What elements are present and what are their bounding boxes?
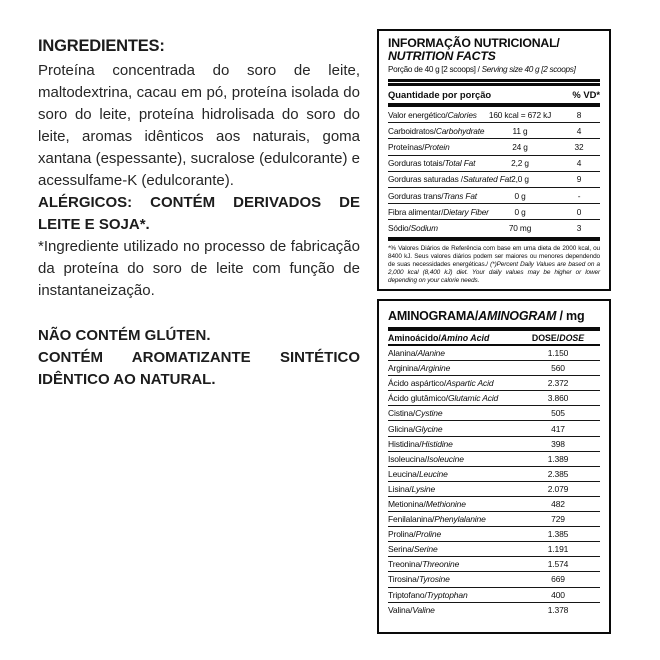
- aminogram-row: [388, 588, 600, 603]
- nutrient-name-pt: Fibra alimentar/: [388, 206, 444, 217]
- aminogram-row: [388, 452, 600, 467]
- nutrition-title-en: NUTRITION FACTS: [388, 48, 496, 63]
- nutrient-amount: 2,0 g: [511, 174, 529, 185]
- amino-acid-dose: 398: [551, 438, 565, 449]
- amino-acid-name: [388, 499, 516, 509]
- nutrient-name: [388, 142, 482, 152]
- amino-acid-name: [388, 590, 516, 600]
- aminogram-row: [388, 497, 600, 512]
- thick-rule: [388, 237, 600, 241]
- amino-acid-dose: 2.079: [547, 483, 569, 494]
- amino-acid-name-pt: Tirosina/: [388, 574, 419, 585]
- amino-acid-name: [388, 574, 516, 584]
- amino-acid-dose: 1.150: [547, 348, 569, 359]
- nutrient-name-pt: Sódio/: [388, 223, 411, 234]
- nutrient-amount: 2,2 g: [511, 158, 529, 169]
- amino-acid-name-pt: Ácido aspártico/: [388, 378, 447, 389]
- aminogram-title-pt: AMINOGRAMA/: [388, 309, 479, 323]
- aminogram-row: [388, 603, 600, 618]
- aminogram-row: [388, 376, 600, 391]
- amino-acid-name-en: Aspartic Acid: [446, 378, 494, 389]
- nutrient-name-pt: Proteínas/: [388, 141, 425, 152]
- amino-acid-name: [388, 393, 516, 403]
- dose-header-pt: DOSE/: [531, 332, 560, 343]
- daily-value-header: % VD*: [572, 89, 600, 100]
- amino-acid-name: [388, 454, 516, 464]
- aminogram-row: [388, 467, 600, 482]
- amino-acid-name-pt: Ácido glutâmico/: [388, 393, 448, 404]
- amino-acid-name-pt: Arginina/: [388, 363, 421, 374]
- amino-acid-name: [388, 605, 516, 615]
- gluten-statement: NÃO CONTÉM GLÚTEN.: [38, 327, 211, 344]
- ingredients-text: Proteína concentrada do soro de leite, maltodextrina, cacau em pó, proteína isolada do soro do leite, proteína hidrolisada do soro do leite, aromas idênticos aos naturais, goma xantana (espessante), sucralose (edulcorante) e acessulfame-K (edulcorante).: [38, 62, 360, 189]
- amino-acid-header-pt: Aminoácido/: [388, 332, 441, 343]
- amino-acid-name-en: Lysine: [411, 483, 436, 494]
- amino-acid-dose: 2.372: [547, 378, 569, 389]
- nutrient-name: [388, 158, 482, 168]
- amino-acid-name-pt: Triptofano/: [388, 589, 427, 600]
- amino-acid-name-en: Histidine: [421, 438, 453, 449]
- synthetic-flavor-statement: CONTÉM AROMATIZANTE SINTÉTICO IDÊNTICO AO NATURAL.: [38, 349, 360, 388]
- nutrient-name-pt: Carboidratos/: [388, 125, 436, 136]
- amino-acid-name-pt: Prolina/: [388, 529, 416, 540]
- amino-acid-name-pt: Lisina/: [388, 483, 412, 494]
- nutrient-name: [388, 191, 482, 201]
- nutrition-column-header: [388, 86, 600, 103]
- amino-acid-name-en: Valine: [412, 605, 435, 616]
- nutrient-daily-value: 9: [576, 174, 582, 185]
- aminogram-panel: [377, 299, 611, 634]
- aminogram-row: [388, 361, 600, 376]
- amino-acid-name: [388, 378, 516, 388]
- nutrition-row: [388, 172, 600, 188]
- nutrient-amount: 24 g: [512, 141, 528, 152]
- nutrient-amount: 70 mg: [508, 223, 532, 234]
- nutrient-name-pt: Valor energético/: [388, 109, 448, 120]
- amino-acid-dose: 560: [551, 363, 565, 374]
- nutrient-name: [388, 223, 482, 233]
- amino-acid-name-en: Cystine: [415, 408, 443, 419]
- amino-acid-name-en: Isoleucine: [427, 453, 464, 464]
- nutrient-name: [388, 125, 485, 136]
- nutrient-name-en: Sodium: [410, 223, 438, 234]
- aminogram-row: [388, 512, 600, 527]
- ingredient-footnote: *Ingrediente utilizado no processo de fabricação da proteína do soro de leite com função de instantaneização.: [38, 238, 360, 299]
- amino-acid-dose: 3.860: [547, 393, 569, 404]
- amino-acid-name: [388, 363, 516, 373]
- amino-acid-dose: 505: [551, 408, 565, 419]
- amino-acid-name-en: Methionine: [425, 498, 466, 509]
- double-rule: [388, 79, 600, 86]
- nutrition-facts-title: [388, 37, 600, 62]
- aminogram-row: [388, 391, 600, 406]
- nutrient-name-pt: Gorduras saturadas /: [388, 174, 463, 185]
- amino-acid-name-pt: Alanina/: [388, 348, 418, 359]
- nutrient-daily-value: 4: [576, 125, 582, 136]
- amino-acid-name-en: Phenylalanine: [434, 514, 486, 525]
- amino-acid-name-pt: Leucina/: [388, 468, 419, 479]
- aminogram-row: [388, 406, 600, 421]
- nutrition-title-pt: INFORMAÇÃO NUTRICIONAL/: [388, 36, 560, 50]
- nutrient-name-pt: Gorduras trans/: [388, 190, 444, 201]
- amino-acid-dose: 2.385: [547, 468, 569, 479]
- amino-acid-name-pt: Glicina/: [388, 423, 416, 434]
- amino-acid-name-en: Arginine: [420, 363, 451, 374]
- aminogram-title-en: AMINOGRAM: [478, 309, 557, 323]
- amino-acid-name: [388, 559, 516, 569]
- aminogram-row: [388, 421, 600, 436]
- aminogram-row: [388, 572, 600, 587]
- nutrient-name-en: Saturated Fat: [462, 174, 512, 185]
- nutrient-daily-value: -: [577, 190, 581, 201]
- amino-acid-name-pt: Histidina/: [388, 438, 422, 449]
- amino-acid-name-pt: Metionina/: [388, 498, 426, 509]
- ingredients-section: [38, 35, 360, 391]
- nutrient-name-en: Trans Fat: [443, 190, 477, 201]
- nutrition-rows: [388, 107, 600, 237]
- daily-value-footnote: [388, 245, 600, 285]
- amino-acid-name-en: Serine: [413, 544, 438, 555]
- nutrient-amount: 0 g: [514, 206, 526, 217]
- ingredients-heading: INGREDIENTES:: [38, 37, 165, 55]
- nutrient-amount: 160 kcal = 672 kJ: [488, 109, 552, 120]
- amino-acid-name-en: Glycine: [415, 423, 443, 434]
- amino-acid-name: [388, 514, 516, 524]
- dose-header-en: DOSE: [559, 332, 585, 343]
- amino-acid-name-en: Proline: [415, 529, 442, 540]
- amino-acid-name: [388, 529, 516, 539]
- amino-acid-name-pt: Serina/: [388, 544, 414, 555]
- amino-acid-name: [388, 484, 516, 494]
- dose-header: [516, 333, 600, 343]
- serving-size-line: [388, 65, 600, 75]
- nutrition-row: [388, 139, 600, 155]
- aminogram-title: [388, 307, 600, 327]
- amino-acid-name-en: Tyrosine: [418, 574, 450, 585]
- nutrient-name-en: Protein: [424, 141, 450, 152]
- amino-acid-name: [388, 424, 516, 434]
- aminogram-row: [388, 557, 600, 572]
- aminogram-row: [388, 527, 600, 542]
- aminogram-row: [388, 482, 600, 497]
- amino-acid-name: [388, 408, 516, 418]
- nutrition-row: [388, 188, 600, 204]
- amino-acid-header-en: Amino Acid: [440, 332, 490, 343]
- amino-acid-name: [388, 469, 516, 479]
- amino-acid-name: [388, 544, 516, 554]
- amino-acid-dose: 1.385: [547, 529, 569, 540]
- nutrition-row: [388, 156, 600, 172]
- amino-acid-name: [388, 439, 516, 449]
- aminogram-row: [388, 437, 600, 452]
- footnote-en: (*)Percent Daily Values are based on a 2,000 kcal (8,400 kJ) diet. Your daily values may be higher or lower depending on your calorie needs.: [388, 260, 600, 284]
- nutrient-amount: 0 g: [514, 190, 526, 201]
- amino-acid-name: [388, 348, 516, 358]
- amino-acid-dose: 1.191: [547, 544, 569, 555]
- nutrition-row: [388, 107, 600, 123]
- amino-acid-name-pt: Cistina/: [388, 408, 416, 419]
- footnote-pt: *% Valores Diários de Referência com base em uma dieta de 2000 kcal, ou 8400 kJ. Seus valores diários podem ser maiores ou menores dependendo de suas necessidades energéticas./: [388, 244, 600, 268]
- amino-acid-dose: 1.378: [547, 605, 569, 616]
- nutrient-name-en: Carbohydrate: [435, 125, 485, 136]
- aminogram-title-unit: / mg: [556, 309, 585, 323]
- nutrient-daily-value: 4: [576, 158, 582, 169]
- nutrition-facts-panel: [377, 29, 611, 291]
- amino-acid-dose: 1.389: [547, 453, 569, 464]
- aminogram-rows: [388, 346, 600, 618]
- amino-acid-dose: 417: [551, 423, 565, 434]
- amino-acid-dose: 400: [551, 589, 565, 600]
- nutrition-row: [388, 220, 600, 236]
- aminogram-row: [388, 346, 600, 361]
- amino-acid-name-en: Tryptophan: [426, 589, 468, 600]
- allergen-statement: ALÉRGICOS: CONTÉM DERIVADOS DE LEITE E SOJA*.: [38, 194, 360, 233]
- aminogram-row: [388, 542, 600, 557]
- amino-acid-name-en: Glutamic Acid: [447, 393, 499, 404]
- nutrient-name-en: Total Fat: [444, 158, 476, 169]
- serving-size-pt: Porção de 40 g [2 scoops] /: [388, 65, 482, 74]
- nutrition-row: [388, 204, 600, 220]
- amino-acid-name-pt: Treonina/: [388, 559, 423, 570]
- nutrient-amount: 11 g: [512, 125, 528, 136]
- amino-acid-name-en: Alanine: [417, 348, 445, 359]
- nutrient-daily-value: 32: [574, 141, 584, 152]
- aminogram-column-header: [388, 331, 600, 346]
- nutrition-row: [388, 123, 600, 139]
- amino-acid-dose: 482: [551, 498, 565, 509]
- amino-acid-dose: 1.574: [547, 559, 569, 570]
- quantity-per-serving-header: Quantidade por porção: [388, 89, 492, 100]
- nutrient-name-en: Dietary Fiber: [443, 206, 489, 217]
- nutrient-name: [388, 206, 489, 217]
- nutrient-name-en: Calories: [447, 109, 477, 120]
- amino-acid-dose: 669: [551, 574, 565, 585]
- amino-acid-name-pt: Isoleucina/: [388, 453, 427, 464]
- amino-acid-name-pt: Fenilalanina/: [388, 514, 435, 525]
- amino-acid-name-en: Leucine: [418, 468, 448, 479]
- amino-acid-dose: 729: [551, 514, 565, 525]
- amino-acid-name-pt: Valina/: [388, 605, 413, 616]
- nutrient-name-pt: Gorduras totais/: [388, 158, 445, 169]
- serving-size-en: Serving size 40 g [2 scoops]: [481, 65, 576, 74]
- amino-acid-name-en: Threonine: [422, 559, 460, 570]
- nutrient-daily-value: 3: [576, 223, 582, 234]
- nutrient-name: [388, 174, 512, 185]
- amino-acid-header: [388, 333, 516, 343]
- nutrient-daily-value: 8: [576, 109, 582, 120]
- nutrient-name: [388, 110, 482, 120]
- nutrient-daily-value: 0: [576, 206, 582, 217]
